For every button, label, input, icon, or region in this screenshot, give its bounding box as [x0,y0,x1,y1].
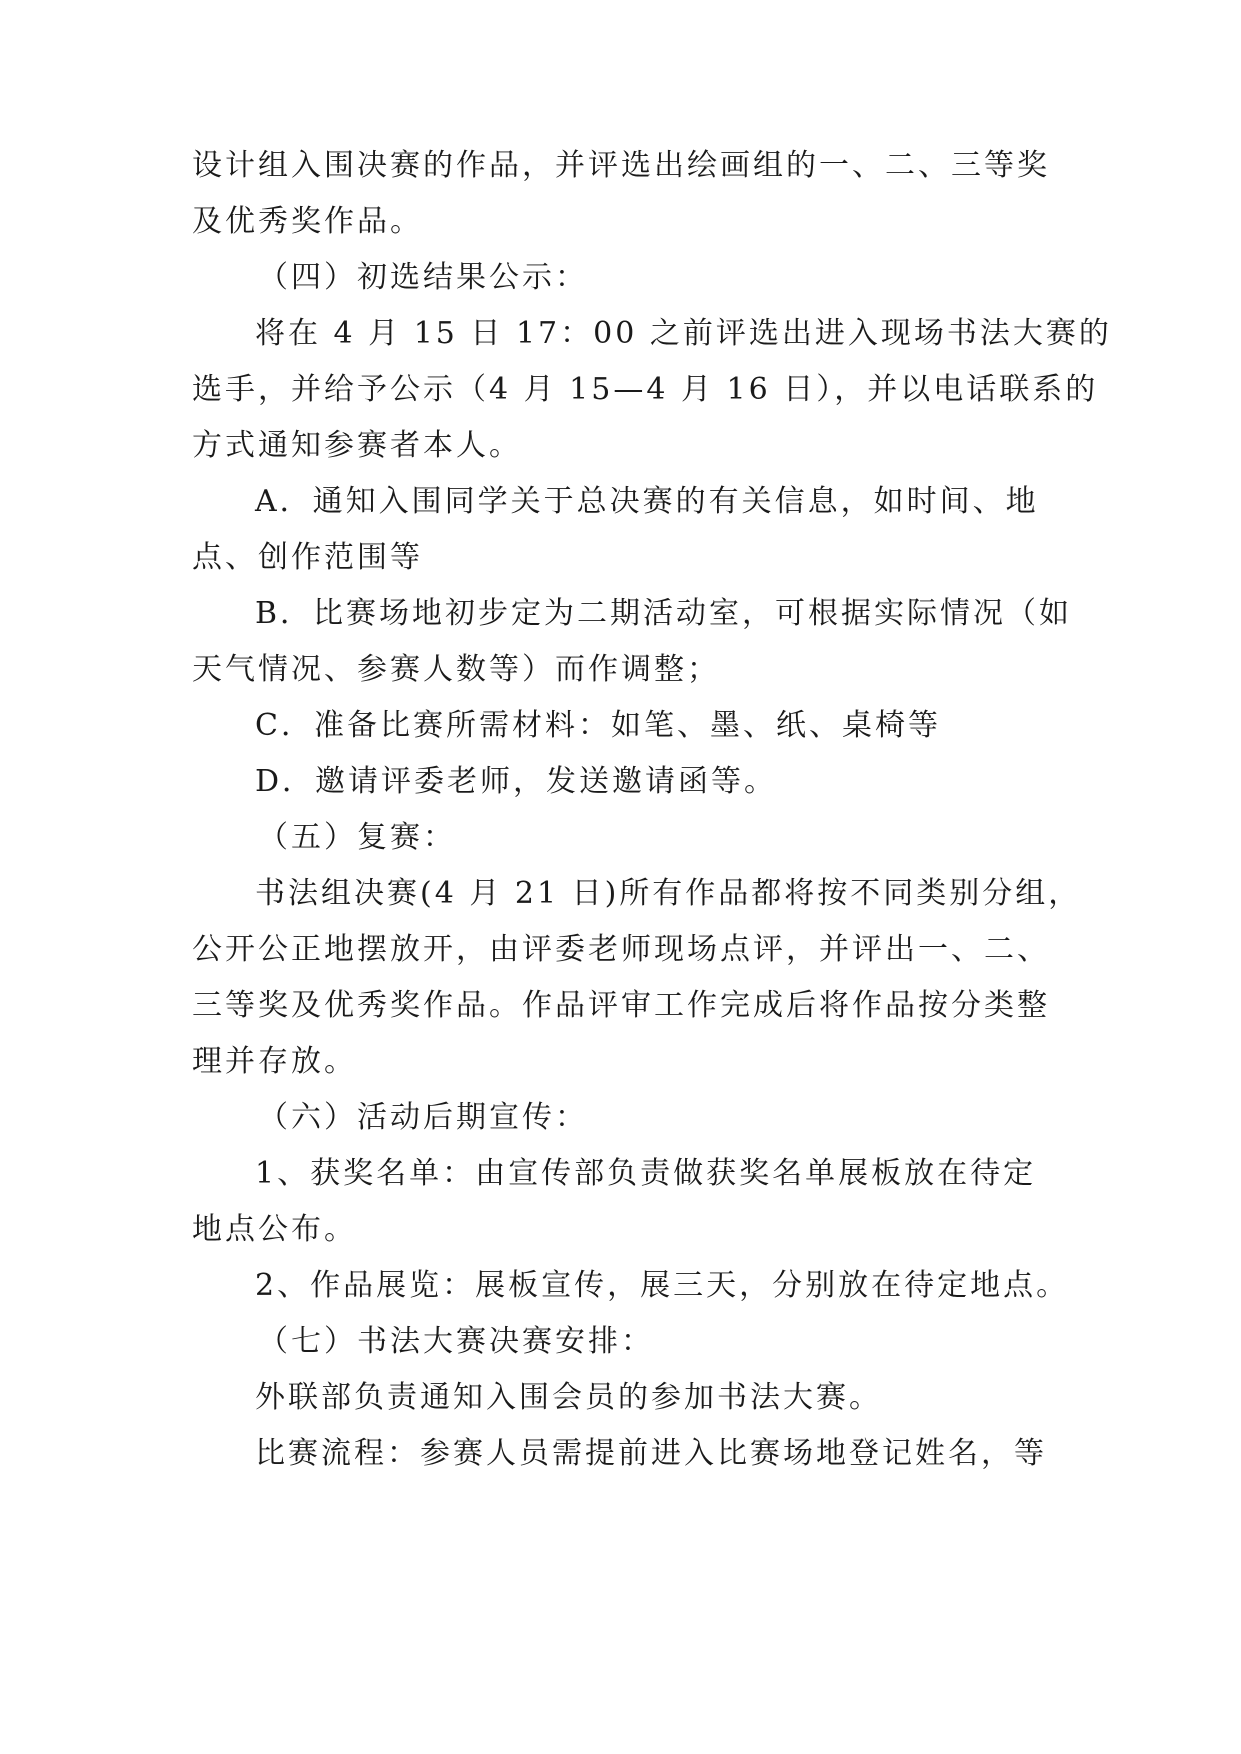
list-item-b: B．比赛场地初步定为二期活动室，可根据实际情况（如 [255,596,1073,631]
paragraph-line: 理并存放。 [192,1044,357,1079]
paragraph-line: 选手，并给予公示（4 月 15—4 月 16 日），并以电话联系的 [192,372,1099,407]
paragraph-line: 将在 4 月 15 日 17：00 之前评选出进入现场书法大赛的 [255,316,1112,351]
list-item-a: A．通知入围同学关于总决赛的有关信息，如时间、地 [255,484,1039,519]
paragraph-line: 公开公正地摆放开，由评委老师现场点评，并评出一、二、 [192,932,1050,967]
paragraph-line: 方式通知参赛者本人。 [192,428,522,463]
list-item-d: D．邀请评委老师，发送邀请函等。 [255,764,778,799]
section-heading-6: （六）活动后期宣传： [258,1100,588,1135]
list-item-2: 2、作品展览：展板宣传，展三天，分别放在待定地点。 [255,1268,1070,1303]
paragraph-line: 书法组决赛(4 月 21 日)所有作品都将按不同类别分组， [255,876,1082,911]
paragraph-line: 地点公布。 [192,1212,357,1247]
list-item-1: 1、获奖名单：由宣传部负责做获奖名单展板放在待定 [255,1156,1037,1191]
section-heading-7: （七）书法大赛决赛安排： [258,1324,654,1359]
paragraph-line: 天气情况、参赛人数等）而作调整； [192,652,720,687]
section-heading-4: （四）初选结果公示： [258,260,588,295]
paragraph-line: 三等奖及优秀奖作品。作品评审工作完成后将作品按分类整 [192,988,1050,1023]
paragraph-line: 设计组入围决赛的作品，并评选出绘画组的一、二、三等奖 [192,148,1050,183]
paragraph-line: 外联部负责通知入围会员的参加书法大赛。 [255,1380,882,1415]
section-heading-5: （五）复赛： [258,820,456,855]
paragraph-line: 及优秀奖作品。 [192,204,423,239]
paragraph-line: 比赛流程：参赛人员需提前进入比赛场地登记姓名，等 [255,1436,1047,1471]
paragraph-line: 点、创作范围等 [192,540,423,575]
list-item-c: C．准备比赛所需材料：如笔、墨、纸、桌椅等 [255,708,941,743]
